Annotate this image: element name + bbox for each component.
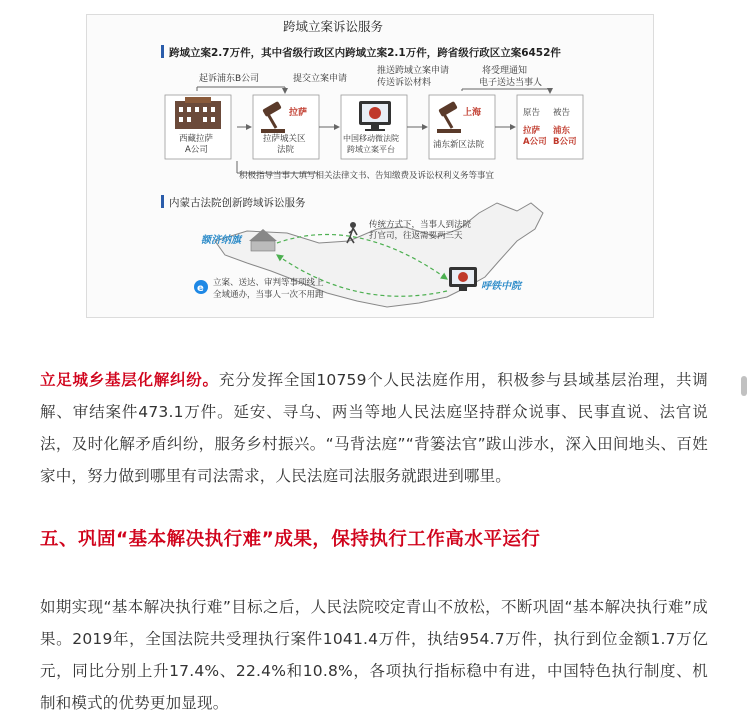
figure-title: 跨域立案诉讼服务 xyxy=(283,19,384,34)
scrollbar-track[interactable] xyxy=(738,0,750,714)
box-pudong-court xyxy=(429,95,495,159)
step-transfer: 传送诉讼材料 xyxy=(377,78,432,88)
box4-tag: 上海 xyxy=(463,108,482,118)
step-sue: 起诉浦东B公司 xyxy=(199,74,260,84)
defendant-name1: 浦东 xyxy=(553,126,571,136)
section2-title: 内蒙古法院创新跨域诉讼服务 xyxy=(169,197,306,209)
traditional-note1: 传统方式下，当事人到法院 xyxy=(369,220,472,230)
defendant-label: 被告 xyxy=(553,108,571,118)
infographic-figure xyxy=(86,14,654,318)
step-notice: 将受理通知 xyxy=(482,66,528,76)
paragraph1-lead: 立足城乡基层化解纠纷。 xyxy=(40,371,219,389)
stats-line: 跨域立案2.7万件，其中省级行政区内跨域立案2.1万件，跨省级行政区立案6452件 xyxy=(169,47,561,59)
online-note2: 全域通办，当事人一次不用跑 xyxy=(213,290,324,300)
box-lhasa-company xyxy=(165,95,231,159)
box2-tag: 拉萨 xyxy=(289,108,308,118)
guide-note: 积极指导当事人填写相关法律文书、告知缴费及诉讼权利义务等事宜 xyxy=(239,171,495,181)
paragraph1-body: 充分发挥全国10759个人民法庭作用，积极参与县域基层治理，共调解、审结案件473.1万件。延安、寻乌、两当等地人民法庭坚持群众说事、民事直说、法官说法，及时化解矛盾纠纷，服务乡村振兴。“马背法庭”“背篓法官”跋山涉水，深入田间地头、百姓家中，努力做到哪里有司法需求，人民法庭司法服务就跟进到哪里。 xyxy=(40,371,708,485)
paragraph-rural-courts xyxy=(40,364,708,492)
section-heading: 五、巩固“基本解决执行难”成果，保持执行工作高水平运行 xyxy=(40,529,541,550)
box1-label2: A公司 xyxy=(185,145,208,155)
step-deliver: 电子送达当事人 xyxy=(479,78,543,88)
plaintiff-label: 原告 xyxy=(523,108,541,118)
paragraph-execution xyxy=(40,591,708,719)
online-note1: 立案、送达、审判等事项线上 xyxy=(213,278,324,288)
box-mobile-court-platform xyxy=(341,95,407,159)
box2-label2: 法院 xyxy=(277,145,295,155)
plaintiff-name1: 拉萨 xyxy=(523,126,541,136)
plaintiff-name2: A公司 xyxy=(523,137,547,147)
step-push: 推送跨域立案申请 xyxy=(377,66,450,76)
infographic-svg xyxy=(87,15,653,317)
defendant-name2: B公司 xyxy=(553,137,577,147)
place-left: 额济纳旗 xyxy=(201,235,241,246)
browser-e-icon xyxy=(194,280,208,294)
box-lhasa-court xyxy=(253,95,319,159)
scrollbar-thumb[interactable] xyxy=(741,376,747,396)
box2-label1: 拉萨城关区 xyxy=(263,134,306,144)
box3-label2: 跨域立案平台 xyxy=(347,145,395,154)
svg-text:e: e xyxy=(197,283,204,294)
step-submit: 提交立案申请 xyxy=(293,74,348,84)
box-parties xyxy=(517,95,583,159)
box1-label1: 西藏拉萨 xyxy=(179,134,214,144)
stats-marker xyxy=(161,45,164,58)
place-right: 呼铁中院 xyxy=(481,281,521,292)
box4-label1: 浦东新区法院 xyxy=(433,140,485,150)
traditional-note2: 打官司，往返需要两三天 xyxy=(369,231,463,241)
building-icon xyxy=(175,97,221,129)
section2-marker xyxy=(161,195,164,208)
paragraph2-body: 如期实现“基本解决执行难”目标之后，人民法院咬定青山不放松，不断巩固“基本解决执行难”成果。2019年，全国法院共受理执行案件1041.4万件，执结954.7万件，执行到位金额1.7万亿元，同比分别上升17.4%、22.4%和10.8%，各项执行指标稳中有进，中国特色执行制度、机制和模式的优势更加显现。 xyxy=(40,598,708,712)
box3-label1: 中国移动微法院 xyxy=(343,134,399,143)
